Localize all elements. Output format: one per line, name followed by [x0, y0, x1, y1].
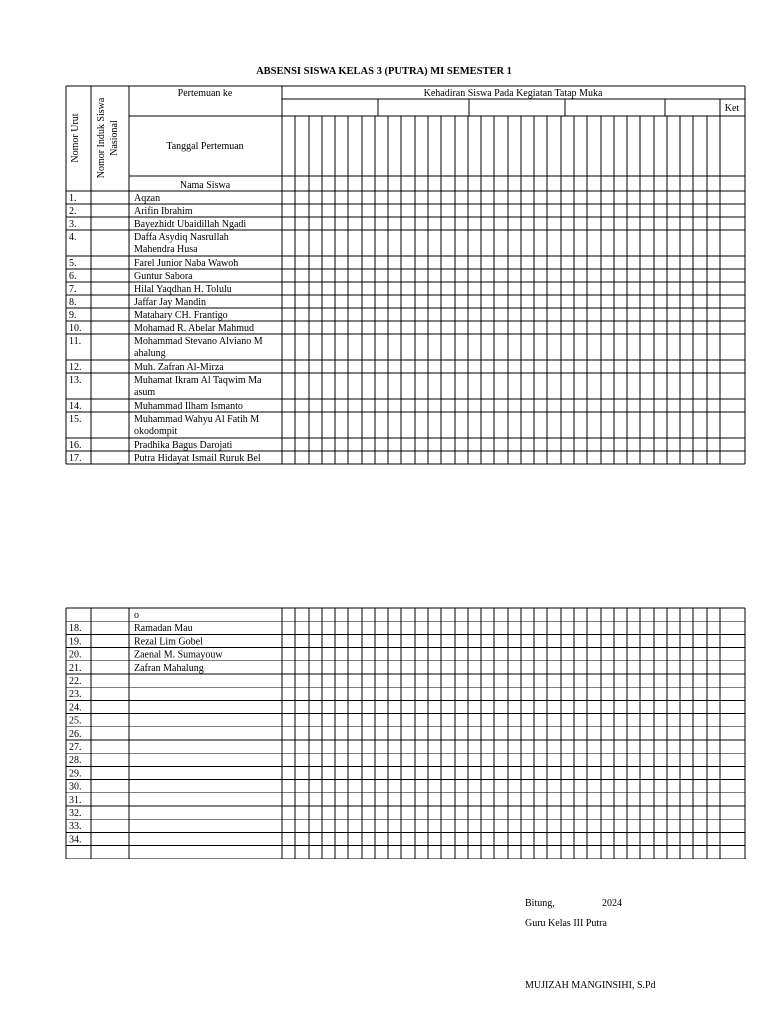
student-name: Arifin Ibrahim	[134, 206, 193, 217]
student-name: Muh. Zafran Al-Mirza	[134, 362, 224, 373]
student-name: Zaenal M. Sumayouw	[134, 649, 223, 661]
row-number: 22.	[69, 676, 82, 687]
row-number: 29.	[69, 768, 82, 780]
signature-place: Bitung,	[525, 898, 555, 909]
row-number: 19.	[69, 636, 82, 648]
student-name: Ramadan Mau	[134, 623, 193, 635]
student-name: Mohamad R. Abelar Mahmud	[134, 323, 254, 334]
student-name: Bayezhidt Ubaidillah Ngadi	[134, 219, 247, 230]
student-name: asum	[134, 387, 156, 398]
row-number: 31.	[69, 794, 82, 806]
row-number: 1.	[69, 193, 77, 204]
student-name: Muhammad Ilham Ismanto	[134, 401, 243, 412]
header-pertemuan-ke: Pertemuan ke	[177, 88, 233, 99]
student-name: Daffa Asydiq Nasrullah	[134, 232, 229, 243]
header-nomor-induk-2: Nasional	[109, 120, 120, 156]
student-name: okodompit	[134, 426, 178, 437]
signature-name: MUJIZAH MANGINSIHI, S.Pd	[525, 980, 656, 991]
header-nama-siswa: Nama Siswa	[179, 180, 231, 191]
student-name: Mohammad Stevano Alviano M	[134, 336, 263, 347]
row-number: 28.	[69, 755, 82, 767]
student-name: Jaffar Jay Mandin	[134, 297, 207, 308]
student-name: Muhammad Wahyu Al Fatih M	[134, 414, 260, 425]
row-number: 12.	[69, 362, 82, 373]
document-title: ABSENSI SISWA KELAS 3 (PUTRA) MI SEMESTER 1	[256, 66, 512, 77]
row-number: 14.	[69, 401, 82, 412]
row-number: 27.	[69, 742, 82, 753]
row-number: 11.	[69, 336, 82, 347]
row-number: 30.	[69, 781, 82, 793]
row-number: 7.	[69, 284, 77, 295]
student-name: Rezal Lim Gobel	[134, 636, 203, 648]
header-ket: Ket	[724, 103, 740, 114]
row-number: 25.	[69, 715, 82, 727]
student-name: ahalung	[134, 348, 166, 359]
student-name: Putra Hidayat Ismail Ruruk Bel	[134, 453, 261, 464]
row-number: 26.	[69, 728, 82, 740]
row-number: 6.	[69, 271, 77, 282]
student-name: Pradhika Bagus Darojati	[134, 440, 233, 451]
header-kehadiran: Kehadiran Siswa Pada Kegiatan Tatap Muka	[423, 88, 603, 99]
row-number: 15.	[69, 414, 82, 425]
student-name: o	[134, 610, 139, 621]
student-name: Zafran Mahalung	[134, 662, 204, 674]
row-number: 18.	[69, 623, 82, 635]
row-number: 33.	[69, 821, 82, 833]
row-number: 9.	[69, 310, 77, 321]
header-nomor-induk: Nomor Induk Siswa	[96, 97, 107, 179]
row-number: 32.	[69, 808, 82, 819]
row-number: 23.	[69, 689, 82, 701]
signature-year: 2024	[602, 898, 622, 909]
student-name: Aqzan	[134, 193, 161, 204]
student-name: Mahendra Husa	[134, 244, 198, 255]
row-number: 4.	[69, 232, 77, 243]
row-number: 24.	[69, 702, 82, 714]
row-number: 17.	[69, 453, 82, 464]
row-number: 10.	[69, 323, 82, 334]
signature-role: Guru Kelas III Putra	[525, 918, 607, 929]
row-number: 3.	[69, 219, 77, 230]
row-number: 20.	[69, 649, 82, 661]
student-name: Hilal Yaqdhan H. Tolulu	[134, 284, 232, 295]
row-number: 21.	[69, 662, 82, 674]
student-name: Matahary CH. Frantigo	[134, 310, 228, 321]
student-name: Farel Junior Naba Wawoh	[134, 258, 239, 269]
header-tanggal-pertemuan: Tanggal Pertemuan	[166, 141, 244, 152]
row-number: 16.	[69, 440, 82, 451]
row-number: 13.	[69, 375, 82, 386]
header-nomor-urut: Nomor Urut	[70, 113, 81, 163]
student-name: Muhamat Ikram Al Taqwim Ma	[134, 375, 262, 386]
row-number: 5.	[69, 258, 77, 269]
row-number: 34.	[69, 834, 82, 846]
student-name: Guntur Sabora	[134, 271, 193, 282]
row-number: 8.	[69, 297, 77, 308]
row-number: 2.	[69, 206, 77, 217]
